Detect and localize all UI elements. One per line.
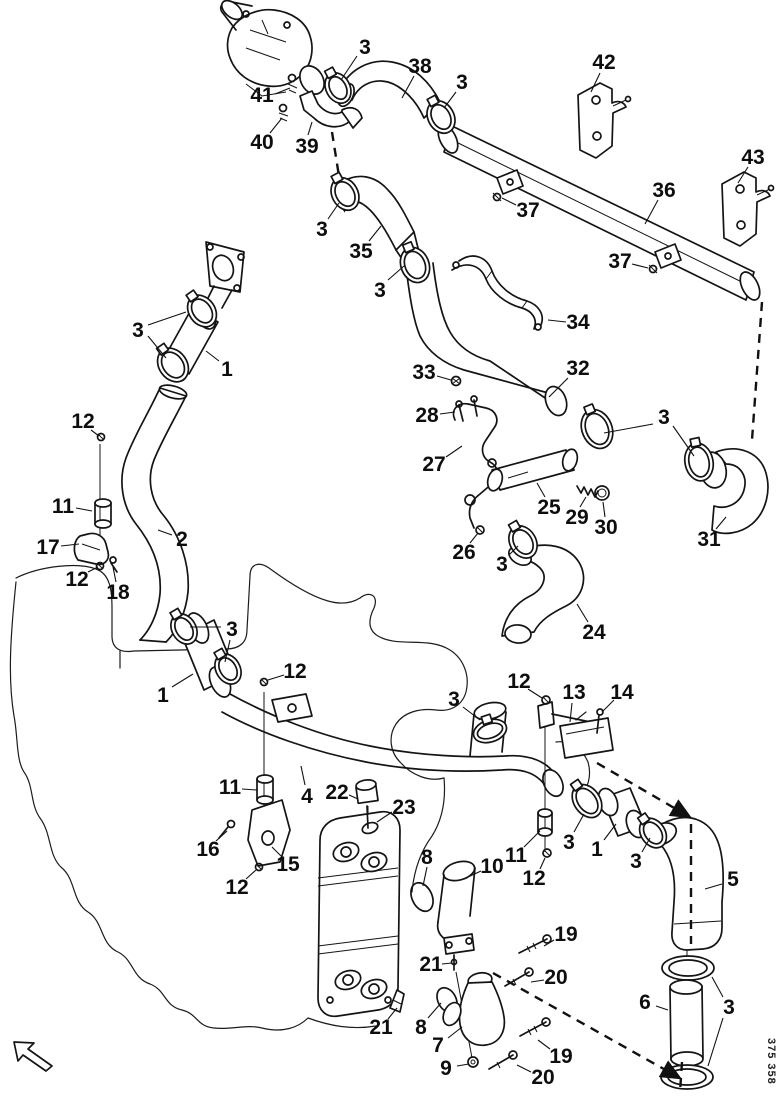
pipe-32 [406, 263, 571, 419]
callout-38-4: 38 [408, 55, 432, 78]
nut-12-f [543, 849, 551, 857]
callout-3-35: 3 [226, 618, 238, 641]
bracket-43 [722, 172, 774, 246]
flange-connector-left [206, 242, 244, 308]
callout-36-8: 36 [652, 179, 676, 202]
ring-8-upper [407, 879, 438, 915]
leader-line-2-32 [158, 530, 172, 535]
callout-14-47: 14 [610, 681, 634, 704]
leader-line-25-20 [537, 483, 545, 497]
leader-line-8-52 [423, 867, 427, 886]
hose-clamp-12 [563, 775, 608, 823]
leader-line-39-3 [308, 122, 312, 135]
stud-21 [452, 955, 457, 970]
callout-13-46: 13 [562, 681, 586, 704]
leader-line-13-46 [570, 703, 572, 722]
leader-line-3-53 [574, 814, 584, 832]
callout-1-54: 1 [591, 838, 603, 861]
fitting-40 [279, 105, 288, 122]
leader-line-24-26 [577, 604, 588, 622]
plug-9 [468, 1057, 478, 1067]
callout-3-14: 3 [374, 279, 386, 302]
connector-10 [438, 858, 477, 954]
callout-21-58: 21 [419, 953, 443, 976]
leader-line-8-61 [428, 1003, 441, 1018]
callout-12-27: 12 [71, 410, 95, 433]
oil-cooler-heat-exchanger [318, 812, 400, 1017]
callout-26-23: 26 [452, 541, 476, 564]
ring-3-lower [661, 1065, 713, 1089]
callout-3-33: 3 [132, 319, 144, 342]
mount-11-left [95, 499, 111, 528]
callout-12-30: 12 [65, 568, 89, 591]
leader-line-7-62 [448, 1027, 462, 1038]
drawing-number: 375 358 [765, 1038, 777, 1085]
callout-34-11: 34 [566, 311, 590, 334]
leader-line-35-13 [369, 226, 381, 241]
mount-11-mid [257, 775, 273, 804]
view-direction-arrow-icon [14, 1042, 52, 1071]
callout-31-25: 31 [697, 528, 721, 551]
callout-20-59: 20 [544, 966, 568, 989]
ring-3-upper [662, 956, 714, 980]
leader-lines [61, 56, 748, 1072]
bolts-28 [456, 396, 477, 421]
callout-16-42: 16 [196, 838, 220, 861]
bracket-27 [453, 404, 497, 528]
housing-7 [440, 971, 505, 1045]
callout-43-7: 43 [741, 146, 765, 169]
leader-line-1-34 [206, 351, 219, 361]
leader-line-3-33 [148, 312, 186, 325]
callout-2-32: 2 [176, 528, 188, 551]
callout-6-66: 6 [639, 991, 651, 1014]
leader-line-34-11 [548, 320, 566, 322]
bracket-42 [578, 83, 631, 158]
nut-12-e [542, 696, 550, 704]
callout-29-21: 29 [565, 506, 589, 529]
callout-37-10: 37 [608, 250, 632, 273]
callout-33-15: 33 [412, 361, 436, 384]
callout-41-1: 41 [250, 84, 274, 107]
callout-3-17: 3 [658, 406, 670, 429]
callout-17-29: 17 [36, 536, 60, 559]
leader-line-12-37 [268, 675, 284, 680]
leader-line-3-14 [388, 266, 404, 280]
callout-8-61: 8 [415, 1016, 427, 1039]
callout-12-37: 12 [283, 660, 307, 683]
callout-39-3: 39 [295, 135, 319, 158]
leader-line-20-65 [517, 1065, 531, 1072]
callout-3-12: 3 [316, 218, 328, 241]
callout-3-53: 3 [563, 831, 575, 854]
callout-37-9: 37 [516, 199, 540, 222]
callout-19-64: 19 [549, 1045, 573, 1068]
leader-line-11-28 [76, 508, 92, 511]
leader-line-33-15 [437, 376, 451, 380]
pipe-25 [485, 448, 579, 493]
callout-19-57: 19 [554, 923, 578, 946]
leader-line-1-36 [172, 674, 193, 687]
callout-12-44: 12 [225, 876, 249, 899]
callout-22-40: 22 [325, 781, 349, 804]
callout-21-60: 21 [369, 1016, 393, 1039]
callout-1-36: 1 [157, 684, 169, 707]
leader-line-37-9 [502, 198, 516, 205]
bracket-17 [74, 533, 108, 564]
callout-12-50: 12 [522, 867, 546, 890]
screw-12-c [261, 679, 268, 686]
callout-12-45: 12 [507, 670, 531, 693]
screw-37-front [493, 193, 501, 201]
callout-30-22: 30 [594, 516, 618, 539]
screw-12-a [98, 434, 105, 441]
screw-37-rear [649, 265, 657, 273]
leader-line-6-66 [656, 1006, 668, 1010]
callout-4-39: 4 [301, 785, 313, 808]
nut-33 [452, 377, 461, 386]
leader-line-30-22 [603, 502, 605, 517]
callout-5-56: 5 [727, 868, 739, 891]
callout-10-51: 10 [480, 855, 504, 878]
hose-2 [122, 383, 188, 642]
callout-25-20: 25 [537, 496, 561, 519]
callout-7-62: 7 [432, 1034, 444, 1057]
callout-labels [36, 36, 764, 1089]
hose-24 [502, 543, 584, 644]
hose-clamp-2 [323, 168, 364, 215]
callout-11-28: 11 [51, 495, 75, 518]
leader-line-37-10 [632, 264, 648, 268]
leader-line-21-58 [442, 963, 452, 964]
leader-line-20-59 [531, 980, 544, 982]
nut-26 [476, 526, 484, 534]
callout-35-13: 35 [349, 240, 373, 263]
callout-28-18: 28 [415, 404, 439, 427]
leader-line-27-19 [446, 446, 462, 457]
bolt-19-upper [519, 935, 551, 953]
callout-42-6: 42 [592, 51, 616, 74]
callout-9-63: 9 [440, 1057, 452, 1080]
callout-3-48: 3 [448, 688, 460, 711]
callout-3-55: 3 [630, 850, 642, 873]
leader-line-36-8 [645, 200, 658, 224]
leader-line-3-67 [712, 977, 723, 997]
callout-3-5: 3 [456, 71, 468, 94]
callout-3-0: 3 [359, 36, 371, 59]
bolt-19-lower [520, 1018, 550, 1036]
callout-18-31: 18 [106, 581, 130, 604]
callout-40-2: 40 [250, 131, 274, 154]
callout-32-16: 32 [566, 357, 590, 380]
leader-line-3-67 [708, 1018, 723, 1066]
callout-24-26: 24 [582, 621, 606, 644]
callout-23-41: 23 [392, 796, 416, 819]
leader-line-11-38 [242, 789, 257, 790]
leader-line-41-1 [275, 88, 290, 94]
leader-line-1-54 [604, 824, 616, 840]
screw-16 [219, 821, 235, 839]
callout-3-67: 3 [723, 996, 735, 1019]
callout-11-38: 11 [218, 776, 242, 799]
bracket-34 [452, 256, 542, 330]
callout-8-52: 8 [421, 846, 433, 869]
leader-line-4-39 [301, 766, 305, 785]
callout-15-43: 15 [276, 853, 300, 876]
leader-line-19-64 [538, 1040, 550, 1049]
callout-1-34: 1 [221, 358, 233, 381]
callout-27-19: 27 [422, 453, 446, 476]
bolt-20-lower [489, 1051, 517, 1069]
leader-line-3-5 [444, 92, 456, 108]
callout-20-65: 20 [531, 1066, 555, 1089]
sleeve-6 [670, 980, 703, 1066]
callout-3-24: 3 [496, 553, 508, 576]
leader-line-3-12 [328, 203, 339, 219]
leader-line-9-63 [457, 1064, 469, 1066]
hose-clamp-8 [574, 400, 619, 453]
callout-11-49: 11 [504, 844, 528, 867]
